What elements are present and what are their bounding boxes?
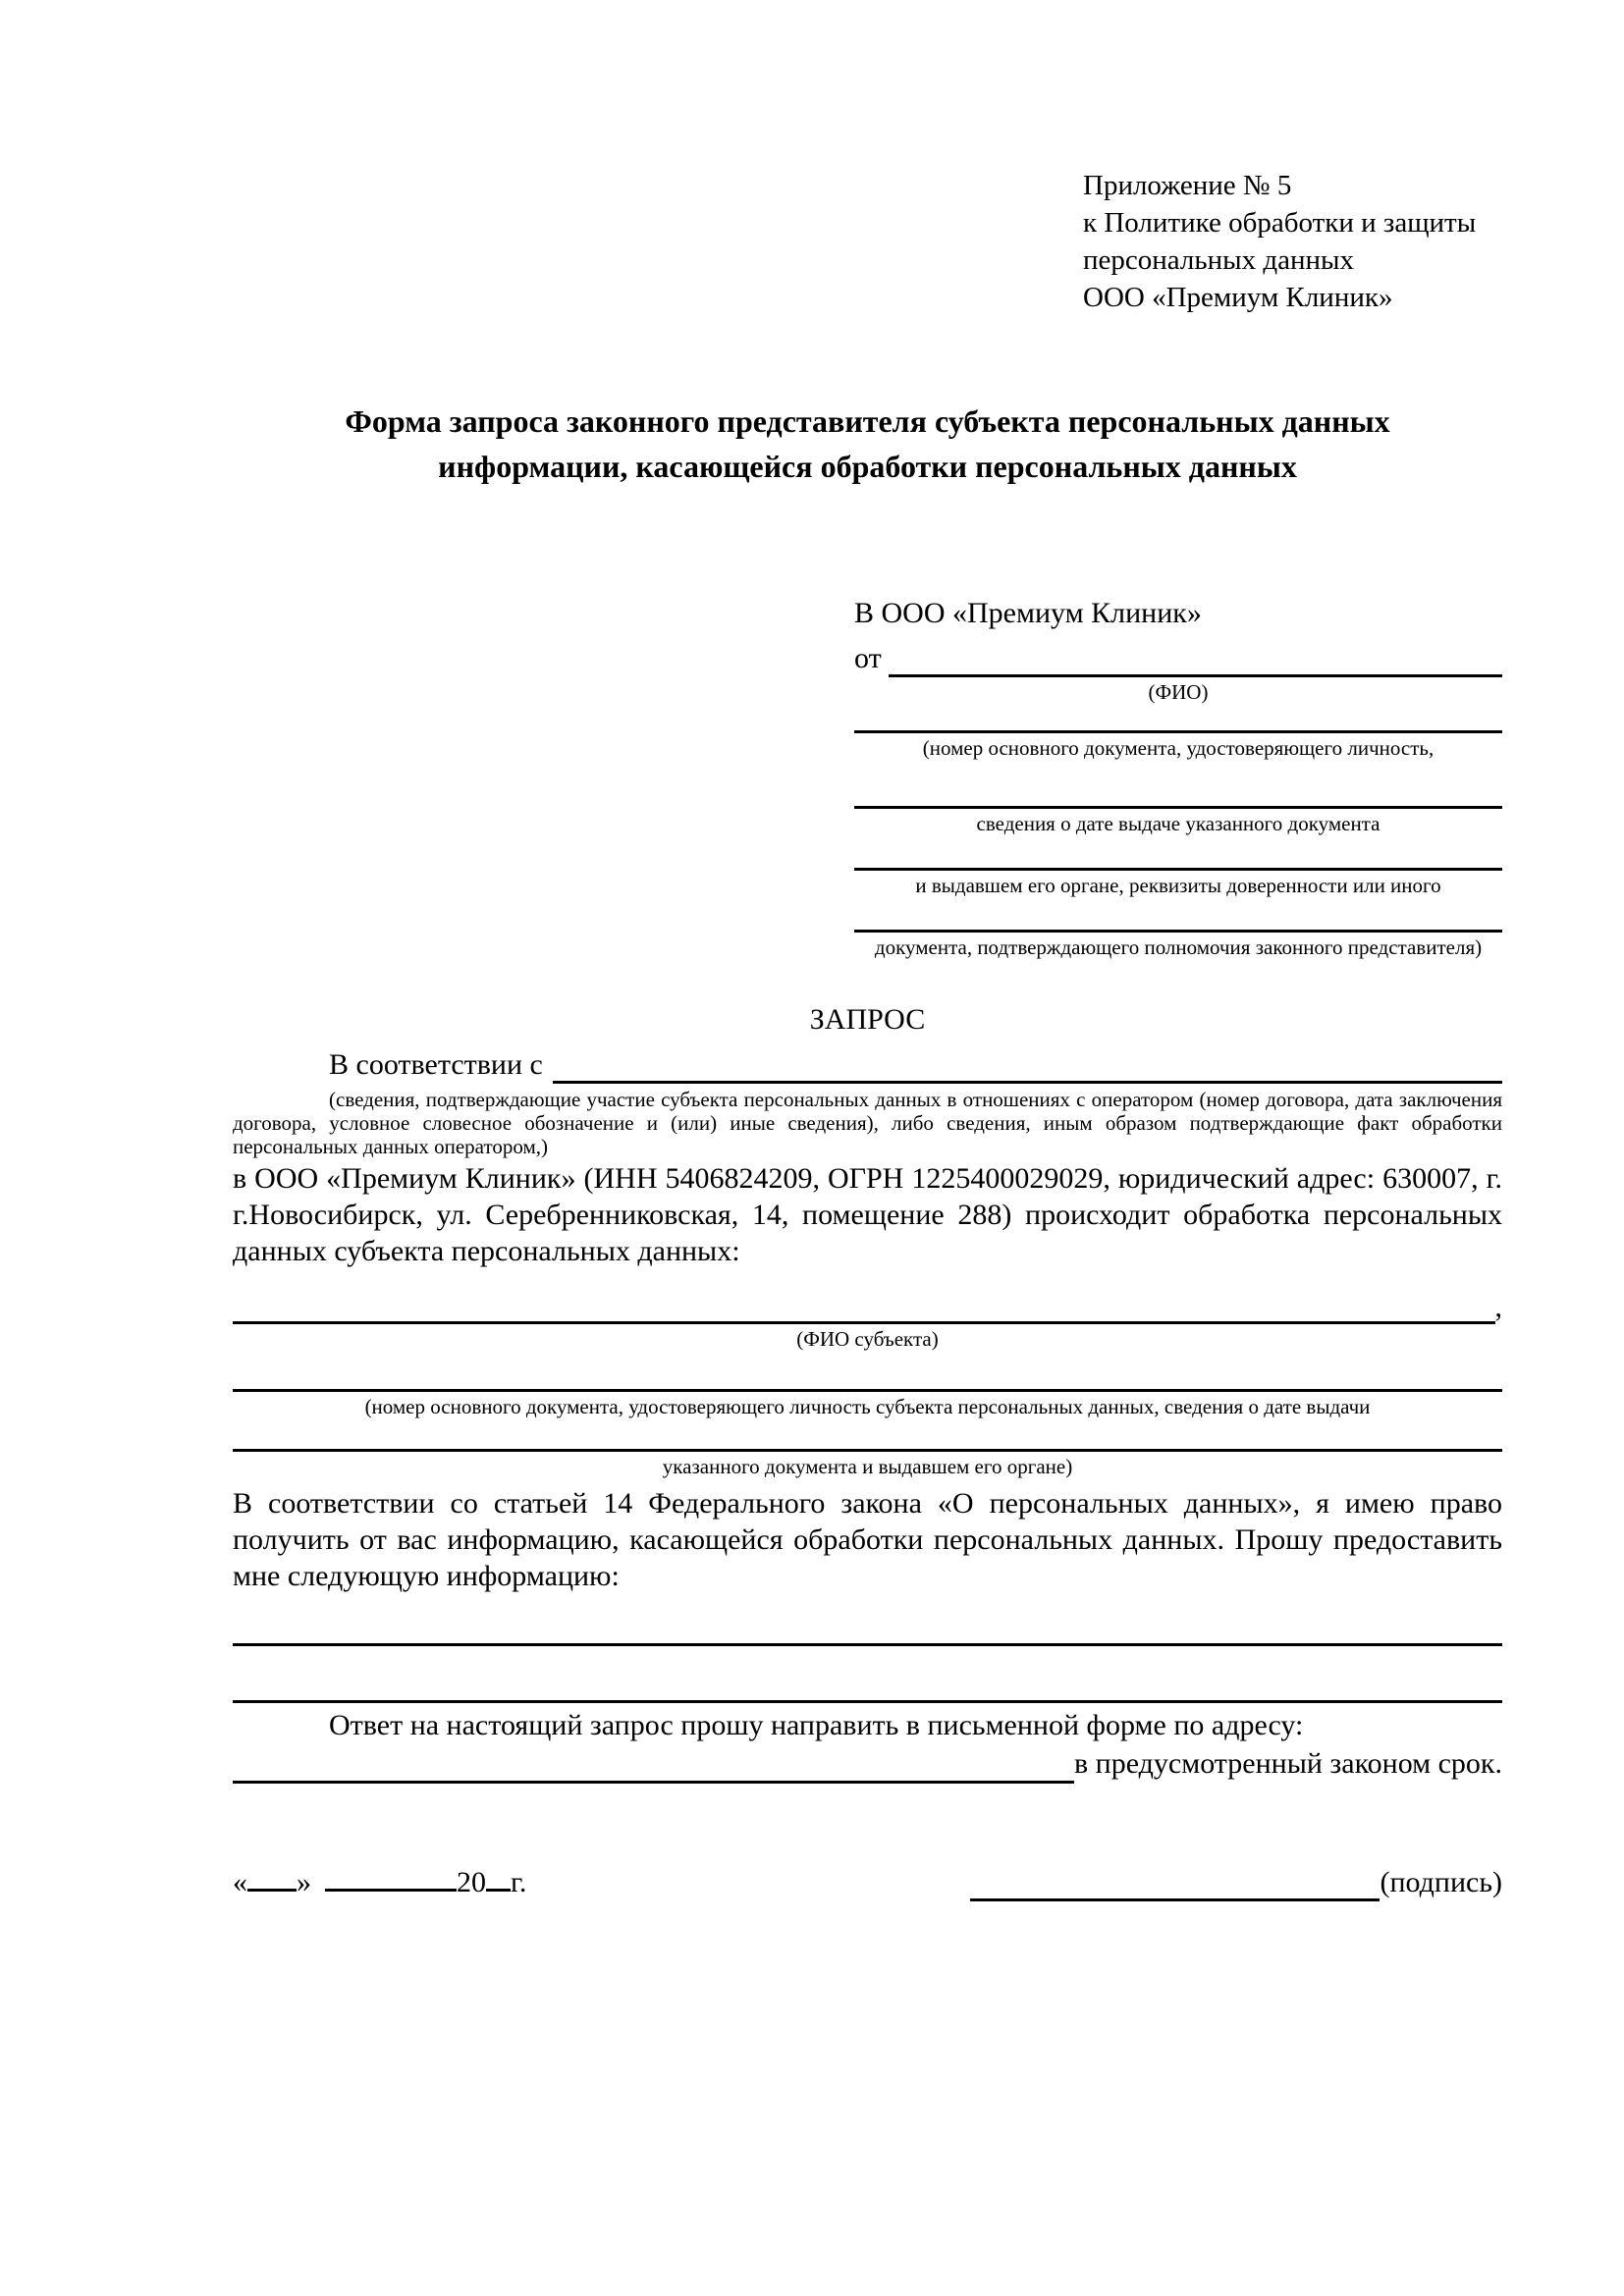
reply-paragraph: Ответ на настоящий запрос прошу направить в письменной форме по адресу: (329, 1709, 1304, 1741)
date-quote-close: » (297, 1866, 311, 1898)
subject-fio-row (233, 1291, 1502, 1324)
issue-date-caption: сведения о дате выдаче указанного документа (976, 812, 1380, 835)
subject-document-caption-bottom: указанного документа и выдавшем его органе) (662, 1455, 1073, 1478)
signature-field (970, 1864, 1502, 1901)
authority-document-fill-line (854, 930, 1502, 933)
date-year-suffix: г. (511, 1866, 527, 1898)
intro-prefix: В соответствии с (329, 1048, 543, 1081)
representative-fio-fill-line (889, 640, 1502, 677)
subject-fio-caption: (ФИО субъекта) (796, 1327, 939, 1351)
basis-fill-line (553, 1046, 1502, 1084)
issuing-authority-caption: и выдавшем его органе, реквизиты доверенности или иного (915, 874, 1441, 897)
reply-address-fill-line (233, 1744, 1074, 1784)
appendix-note-line-3: персональных данных (1083, 244, 1355, 276)
signature-caption: (подпись) (1380, 1866, 1502, 1898)
date-month-fill-line (325, 1881, 457, 1892)
subject-document-fill-line-1 (233, 1389, 1502, 1392)
date-field (233, 1864, 526, 1901)
appendix-note-line-2: к Политике обработки и защиты (1083, 207, 1477, 239)
law-paragraph: В соответствии со статьей 14 Федерального закона «О персональных данных», я имею право получить от вас информацию, касающейся обработки персональных данных. Прошу предоставить мне следующую информацию: (233, 1487, 1502, 1592)
requested-info-fill-line-2 (233, 1700, 1502, 1703)
date-day-fill-line (247, 1881, 297, 1892)
request-heading: ЗАПРОС (809, 1003, 926, 1036)
issue-date-fill-line (854, 806, 1502, 809)
intro-caption: (сведения, подтверждающие участие субъекта персональных данных в отношениях с оператором (номер договора, дата заключения договора, условное словесное обозначение и (или) иные сведения), либо сведения, иным образом подтверждающие факт обработки персональных данных оператором,) (233, 1088, 1502, 1158)
issuing-authority-fill-line (854, 868, 1502, 871)
date-quote-open: « (233, 1866, 247, 1898)
identity-document-caption: (номер основного документа, удостоверяющего личность, (922, 736, 1435, 760)
date-year-prefix: 20 (457, 1866, 486, 1898)
requested-info-fill-line-1 (233, 1643, 1502, 1646)
signature-fill-line (970, 1865, 1380, 1901)
appendix-note-line-1: Приложение № 5 (1083, 170, 1292, 201)
reply-address-row (233, 1744, 1502, 1784)
reply-suffix: в предусмотренный законом срок. (1074, 1747, 1502, 1780)
document-title-line-1: Форма запроса законного представителя субъекта персональных данных (345, 403, 1390, 439)
representative-fio-caption: (ФИО) (1148, 680, 1209, 704)
subject-document-fill-line-2 (233, 1449, 1502, 1452)
intro-row (233, 1046, 1502, 1084)
signature-row (233, 1864, 1502, 1901)
document-title (233, 399, 1502, 489)
subject-comma: , (1494, 1291, 1502, 1323)
identity-document-fill-line (854, 730, 1502, 733)
document-title-line-2: информации, касающейся обработки персональных данных (438, 449, 1297, 484)
subject-document-caption-top: (номер основного документа, удостоверяющего личность субъекта персональных данных, сведения о дате выдачи (364, 1395, 1371, 1418)
operator-paragraph: в ООО «Премиум Клиник» (ИНН 5406824209, ОГРН 1225400029029, юридический адрес: 630007, г. г.Новосибирск, ул. Серебренниковская, 14, помещение 288) происходит обработка персональных данных субъекта персональных данных: (233, 1162, 1502, 1267)
authority-document-caption: документа, подтверждающего полномочия законного представителя) (874, 935, 1483, 959)
from-row (854, 640, 1502, 677)
date-year-fill-line (486, 1881, 511, 1892)
addressee-organization: В ООО «Премиум Клиник» (854, 597, 1202, 629)
from-label: от (854, 642, 890, 674)
subject-fio-fill-line (233, 1291, 1495, 1324)
appendix-note-line-4: ООО «Премиум Клиник» (1083, 282, 1393, 313)
addressee-block (854, 595, 1502, 960)
appendix-note (1083, 167, 1502, 316)
